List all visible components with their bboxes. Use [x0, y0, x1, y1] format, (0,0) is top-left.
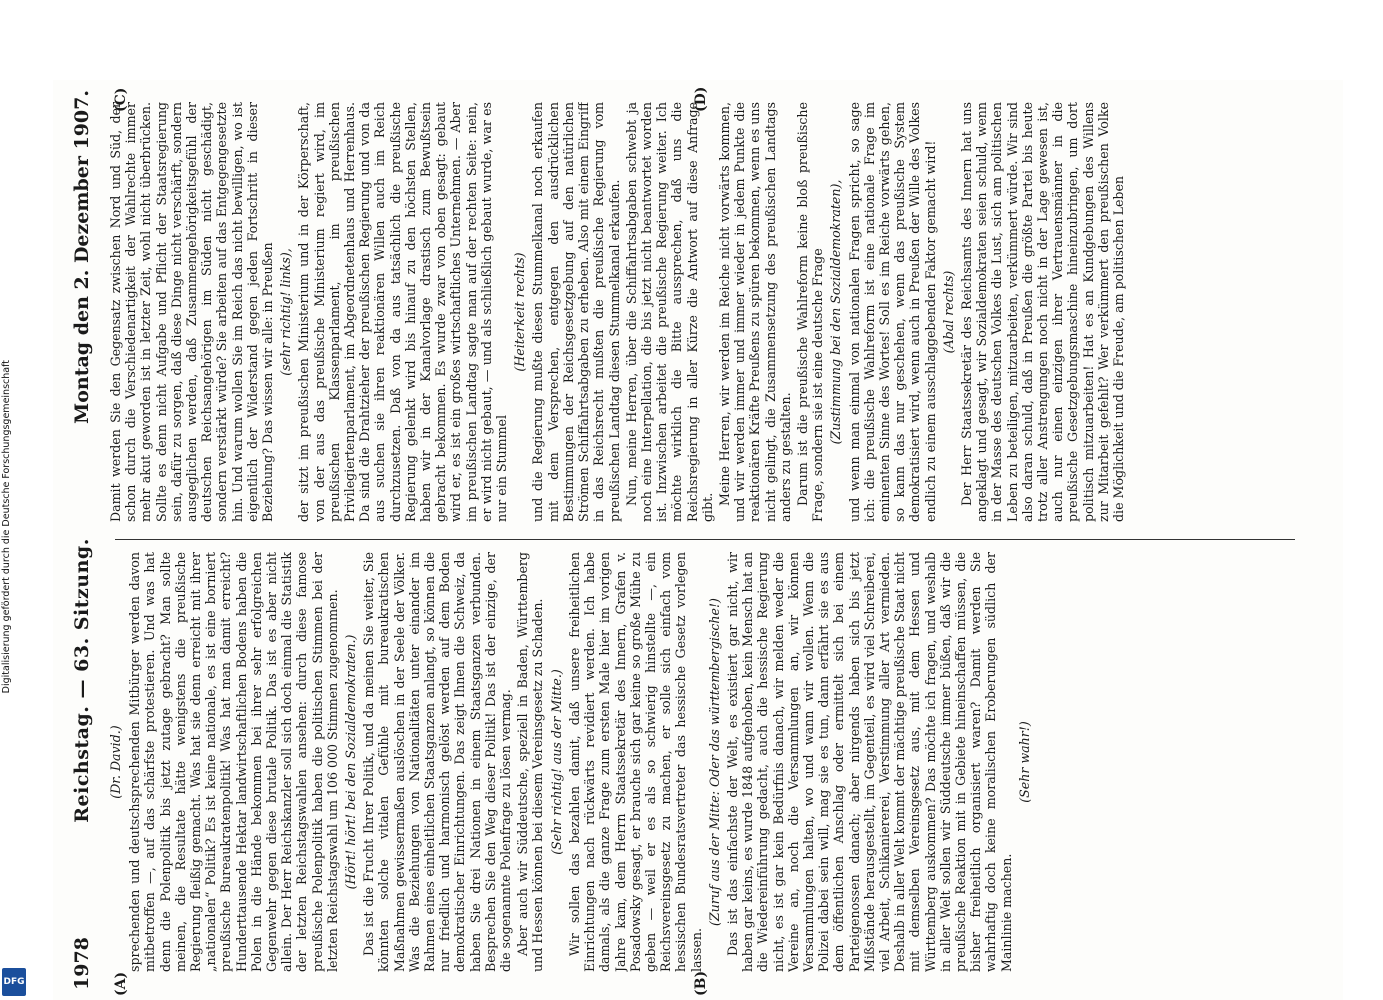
column-divider — [115, 539, 1295, 540]
interjection: (Heiterkeit rechts) — [512, 252, 528, 372]
margin-marker-c: (C) — [113, 87, 129, 112]
paragraph: Damit werden Sie den Gegensatz zwischen Nord und Süd, der schon durch die Verschiedenartigkeit der Wahlrechte immer mehr akut geworden ist in letzter Zeit, wohl nicht überbrücken. Sollte es denn nicht Aufgabe und Pflicht der Staatsregierung sein, dafür zu sorgen, daß diese Dinge nicht verschärft, sondern ausgeglichen werden, daß Zusammengehörigkeitsgefühl der deutschen Reichsangehörigen im Süden nicht geschädigt, sondern verstärkt würde? Sie arbeiten auf das Entgegengesetzte hin. Und warum wollen Sie im Reich das nicht bewilligen, wo ist eigentlich der Widerstand gegen jeden Fortschritt in dieser Beziehung? Das wissen wir alle: in Preußen — [108, 102, 276, 522]
interjection: (Sehr richtig! aus der Mitte.) — [548, 669, 564, 855]
sitting-date: Montag den 2. Dezember 1907. — [71, 90, 93, 424]
margin-marker-a: (A) — [113, 971, 129, 996]
running-title: Reichstag. — 63. Sitzung. — [71, 538, 93, 823]
rotated-document-page — [53, 80, 1343, 1000]
interjection: (Hört! hört! bei den Sozialdemokraten.) — [343, 634, 359, 890]
paragraph: Meine Herren, wir werden im Reiche nicht vorwärts kommen, und wir werden immer und immer wieder in jedem Punkte die reaktionären Kräfte Preußens zu spüren bekommen, wenn es uns nicht gelingt, die Zusammensetzung des preußischen Landtags anders zu gestalten. — [716, 102, 793, 522]
interjection: (Zustimmung bei den Sozialdemokraten), — [828, 179, 844, 445]
paragraph: Das ist die Frucht Ihrer Politik, und da meinen Sie weiter, Sie könnten solche vitalen Gefühle mit bureaukratischen Maßnahmen gewissermaßen auslöschen in der Seele der Völker. Was die Beziehungen von Nationalitäten unter einander im Rahmen eines einheitlichen Staatsganzen anlangt, so können die nur friedlich und harmonisch gelöst werden auf dem Boden demokratischer Einrichtungen. Das zeigt Ihnen die Schweiz, da haben Sie drei Nationen in einem Staatsganzen verbunden. Besprechen Sie den Weg dieser Politik! Das ist der einzige, der die sogenannte Polenfrage zu lösen vermag. — [361, 552, 514, 972]
paragraph: Nun, meine Herren, über die Schiffahrtsabgaben schwebt ja noch eine Interpellation, die bis jetzt nicht beantwortet worden ist. Inzwischen arbeitet die preußische Regierung weiter. Ich möchte wirklich die Bitte aussprechen, daß uns die Reichsregierung in aller Kürze die Antwort auf diese Anfrage gibt. — [623, 102, 715, 522]
dfg-logo-icon: DFG — [2, 968, 26, 996]
interjection: (sehr richtig! links), — [278, 248, 294, 376]
left-text-column — [108, 552, 1298, 972]
interjection: (Abal rechts) — [940, 270, 956, 354]
paragraph: Aber auch wir Süddeutsche, speziell in Baden, Württemberg und Hessen können bei diesem Vereinsgesetz zu Schaden. — [515, 552, 546, 972]
paragraph: Das ist das einfachste der Welt, es existiert gar nicht, wir haben gar keins, es wurde 1848 aufgehoben, kein Mensch hat an die Wiedereinführung gedacht, auch die hessische Regierung nicht, es ist gar kein Bedürfnis danach, wir melden weder die Vereine an, noch die Versammlungen an, wir können Versammlungen halten, wo und wann wir wollen. Wenn die Polizei dabei sein will, mag sie es tun, dann erfährt sie es aus dem öffentlichen Anschlag oder ermittelt sich bei einem Parteigenossen danach; aber nirgends haben sich bis jetzt Mißstände herausgestellt, im Gegenteil, es wird viel Schreiberei, viel Arbeit, Schikaniererei, Verstimmung aller Art vermieden. Deshalb in aller Welt kommt der mächtige preußische Staat nicht mit demselben Vereinsgesetz aus, mit dem Hessen und Württemberg auskommen? Das möchte ich fragen, und weshalb in aller Welt sollen wir Süddeutsche immer büßen, daß wir die preußische Reaktion mit in Gebiete hineinschaffen müssen, die bisher freiheitlich organisiert waren? Damit werden Sie wahrhaftig doch keine moralischen Eroberungen südlich der Mainlinie machen. — [724, 552, 1014, 972]
paragraph: und wenn man einmal von nationalen Fragen spricht, so sage ich: die preußische Wahlreform ist eine nationale Frage im eminenten Sinne des Wortes! Soll es im Reiche vorwärts gehen, so kann das nur geschehen, wenn das preußische System demokratisiert wird, wenn auch in Preußen der Wille des Volkes endlich zu einem ausschlaggebenden Faktor gemacht wird! — [846, 102, 938, 522]
interjection: (Zuruf aus der Mitte: Oder das württembergische!) — [706, 598, 722, 926]
speaker-label: (Dr. David.) — [108, 725, 123, 799]
page-number: 1978 — [71, 937, 93, 990]
interjection: (Sehr wahr!) — [1016, 721, 1032, 803]
paragraph: und die Regierung mußte diesen Stummelkanal noch erkaufen mit dem Versprechen, entgegen den ausdrücklichen Bestimmungen der Reichsgesetzgebung auf den natürlichen Strömen Schiffahrtsabgaben zu erheben. Also mit einem Eingriff in das Reichsrecht mußten die preußische Regierung vom preußischen Landtag diesen Stummelkanal erkaufen. — [530, 102, 622, 522]
page-header — [71, 90, 99, 990]
paragraph: sprechenden und deutschsprechenden Mitbürger werden davon mitbetroffen —, auf das schärfste protestieren. Und was hat denn die Polenpolitik bis jetzt zutage gebracht? Man sollte meinen, die Resultate hätte wenigstens die preußische Regierung fleißig gemacht. Was hat sie denn erreicht mit ihrer „nationalen“ Politik? Es ist keine nationale, es ist eine borniert preußische Bureaukratenpolitik! Was hat man damit erreicht? Hunderttausende Hektar landwirtschaftlichen Bodens haben die Polen in die Hände bekommen bei ihrer sehr erfolgreichen Gegenwehr gegen diese brutale Politik. Das ist es aber nicht allein. Der Herr Reichskanzler soll sich doch einmal die Statistik der letzten Reichstagswahlen ansehen: durch diese famose preußische Polenpolitik haben die politischen Stimmen bei der letzten Reichstagswahl um 106 000 Stimmen zugenommen. — [127, 552, 340, 972]
right-text-column — [108, 102, 1298, 522]
paragraph: Darum ist die preußische Wahlreform keine bloß preußische Frage, sondern sie ist eine deutsche Frage — [794, 102, 826, 522]
paragraph: Wir sollen das bezahlen damit, daß unsere freiheitlichen Einrichtungen nach rückwärts revidiert werden. Ich habe damals, als die ganze Frage zum ersten Male hier im vorigen Jahre kam, dem Herrn Staatssekretär des Innern, Grafen v. Posadowsky gesagt, er brauche sich gar keine so große Mühe zu geben — weil er es als so schwierig hinstellte —, ein Reichsvereinsgesetz zu machen, er solle sich einfach vom hessischen Bundesratsvertreter das hessische Gesetz vorlegen lassen. — [566, 552, 704, 972]
paragraph: Der Herr Staatssekretär des Reichsamts des Innern hat uns angeklagt und gesagt, wir Sozialdemokraten seien schuld, wenn in der Masse des deutschen Volkes die Lust, sich am politischen Leben zu beteiligen, mitzuarbeiten, verkümmert würde. Wir sind also daran schuld, daß in Preußen die größte Partei bis heute trotz aller Anstrengungen noch nicht in der Lage gewesen ist, auch nur einen einzigen ihrer Vertrauensmänner in die preußische Gesetzgebungsmaschine hineinzubringen, um dort politisch mitzuarbeiten! Hat es an Kundgebungen des Willens zur Mitarbeit gefehlt? Wer verkümmert den preußischen Volke die Möglichkeit und die Freude, am politischen Leben — [958, 102, 1126, 522]
margin-marker-b: (B) — [693, 970, 709, 996]
digitization-credit: Digitalisierung gefördert durch die Deutsche Forschungsgemeinschaft — [1, 360, 12, 694]
margin-marker-d: (D) — [693, 86, 709, 112]
paragraph: der sitzt im preußischen Ministerium und in der Körperschaft, von der aus das preußische Ministerium regiert wird, im preußischen Klassenparlament, im preußischen Privilegiertenparlament, im Abgeordnetenhaus und Herrenhaus. Da sind die Drahtzieher der preußischen Regierung und von da aus suchen sie ihren reaktionären Willen auch im Reich durchzusetzen. Daß von da aus tatsächlich die preußische Regierung gelenkt wird bis hinauf zu den höchsten Stellen, haben wir in der Kanalvorlage drastisch zum Bewußtsein gebracht bekommen. Es wurde zwar von oben gesagt: gebaut wird er, es ist ein großes wirtschaftliches Unternehmen. — Aber im preußischen Landtag sagte man auf der rechten Seite: nein, er wird nicht gebaut, — und als schließlich gebaut wurde, war es nur ein Stummel — [296, 102, 510, 522]
